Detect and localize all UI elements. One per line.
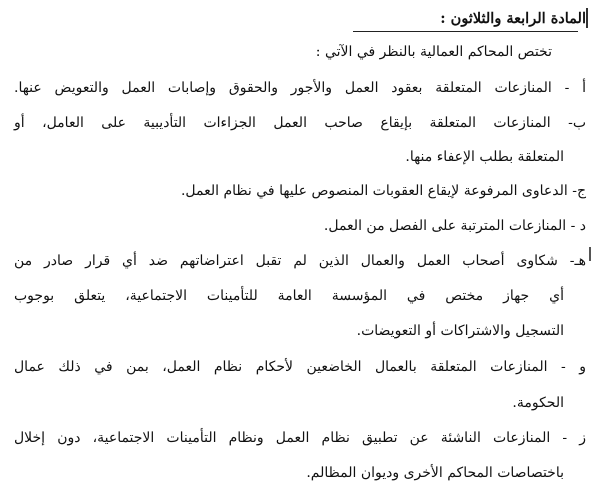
scan-edge-mark [586,8,588,28]
clause-e-line-2: أي جهاز مختص في المؤسسة العامة للتأمينات الاجتماعية، يتعلق بوجوب [14,288,564,304]
clause-b-line-1: ب- المنازعات المتعلقة بإيقاع صاحب العمل الجزاءات التأديبية على العامل، أو [14,115,586,131]
heading-underline [353,31,578,32]
clause-c: ج- الدعاوى المرفوعة لإيقاع العقوبات المنصوص عليها في نظام العمل. [180,183,586,199]
clause-e-line-3: التسجيل والاشتراكات أو التعويضات. [356,323,564,339]
clause-f-line-1: و - المنازعات المتعلقة بالعمال الخاضعين لأحكام نظام العمل، بمن في ذلك عمال [14,359,586,375]
article-heading: المادة الرابعة والثلاثون : [440,10,586,27]
clause-g-line-2: باختصاصات المحاكم الأخرى وديوان المظالم. [306,465,564,481]
clause-g-line-1: ز - المنازعات الناشئة عن تطبيق نظام العمل ونظام التأمينات الاجتماعية، دون إخلال [14,430,586,446]
clause-e-line-1: هـ- شكاوى أصحاب العمل والعمال الذين لم تقبل اعتراضاتهم ضد أي قرار صادر من [14,253,586,269]
clause-f-line-2: الحكومة. [512,395,564,411]
clause-b-line-2: المتعلقة بطلب الإعفاء منها. [405,149,564,165]
article-intro: تختص المحاكم العمالية بالنظر في الآتي : [315,44,552,60]
clause-d: د - المنازعات المترتبة على الفصل من العمل. [323,218,586,234]
clause-a: أ - المنازعات المتعلقة بعقود العمل والأجور والحقوق وإصابات العمل والتعويض عنها. [14,80,586,96]
scan-edge-mark [589,247,591,261]
